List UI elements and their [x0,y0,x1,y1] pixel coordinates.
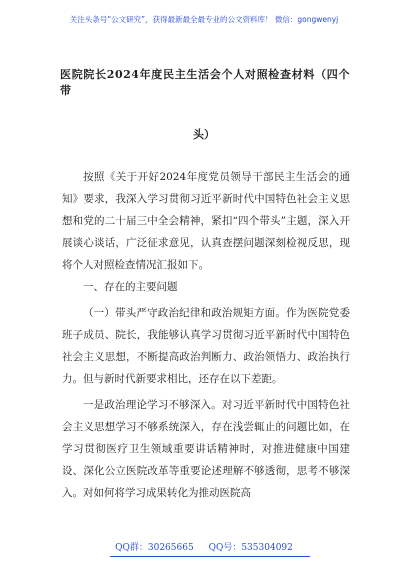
qq-number: QQ号：535304092 [208,543,293,553]
header-banner: 关注头条号“公文研究”，获得最新最全最专业的公文资料库！ 微信：gongwenyj [69,15,339,24]
document-title-continuation: 头） [193,128,215,141]
footer-underline [110,556,310,557]
intro-paragraph: 按照《关于开好2024年度党员领导干部民主生活会的通知》要求，我深入学习贯彻习近平新时代中国特色社会主义思想和党的二十届三中全会精神，紧扣“四个带头”主题，深入开展谈心谈话，广泛征求意见，认真查摆问题深刻检视反思，现将个人对照检查情况汇报如下。 [62,171,350,271]
qq-group: QQ群：30265665 [115,543,194,553]
subsection-paragraph: （一）带头严守政治纪律和政治规矩方面。作为医院党委班子成员、院长，我能够认真学习贯彻习近平新时代中国特色社会主义思想，不断提高政治判断力、政治领悟力、政治执行力。但与新时代新要求相比，还存在以下差距。 [62,307,350,385]
issue-paragraph: 一是政治理论学习不够深入。对习近平新时代中国特色社会主义思想学习不够系统深入，存在浅尝辄止的问题比如，在学习贯彻医疗卫生领域重要讲话精神时，对推进健康中国建设、深化公立医院改革等重要论述理解不够透彻，思考不够深入。对如何将学习成果转化为推动医院高 [62,399,350,499]
section-heading: 一、存在的主要问题 [83,281,178,293]
document-title: 医院院长2024年度民主生活会个人对照检查材料（四个带 [60,68,350,97]
footer-contact [0,540,408,553]
document-body [62,166,350,504]
